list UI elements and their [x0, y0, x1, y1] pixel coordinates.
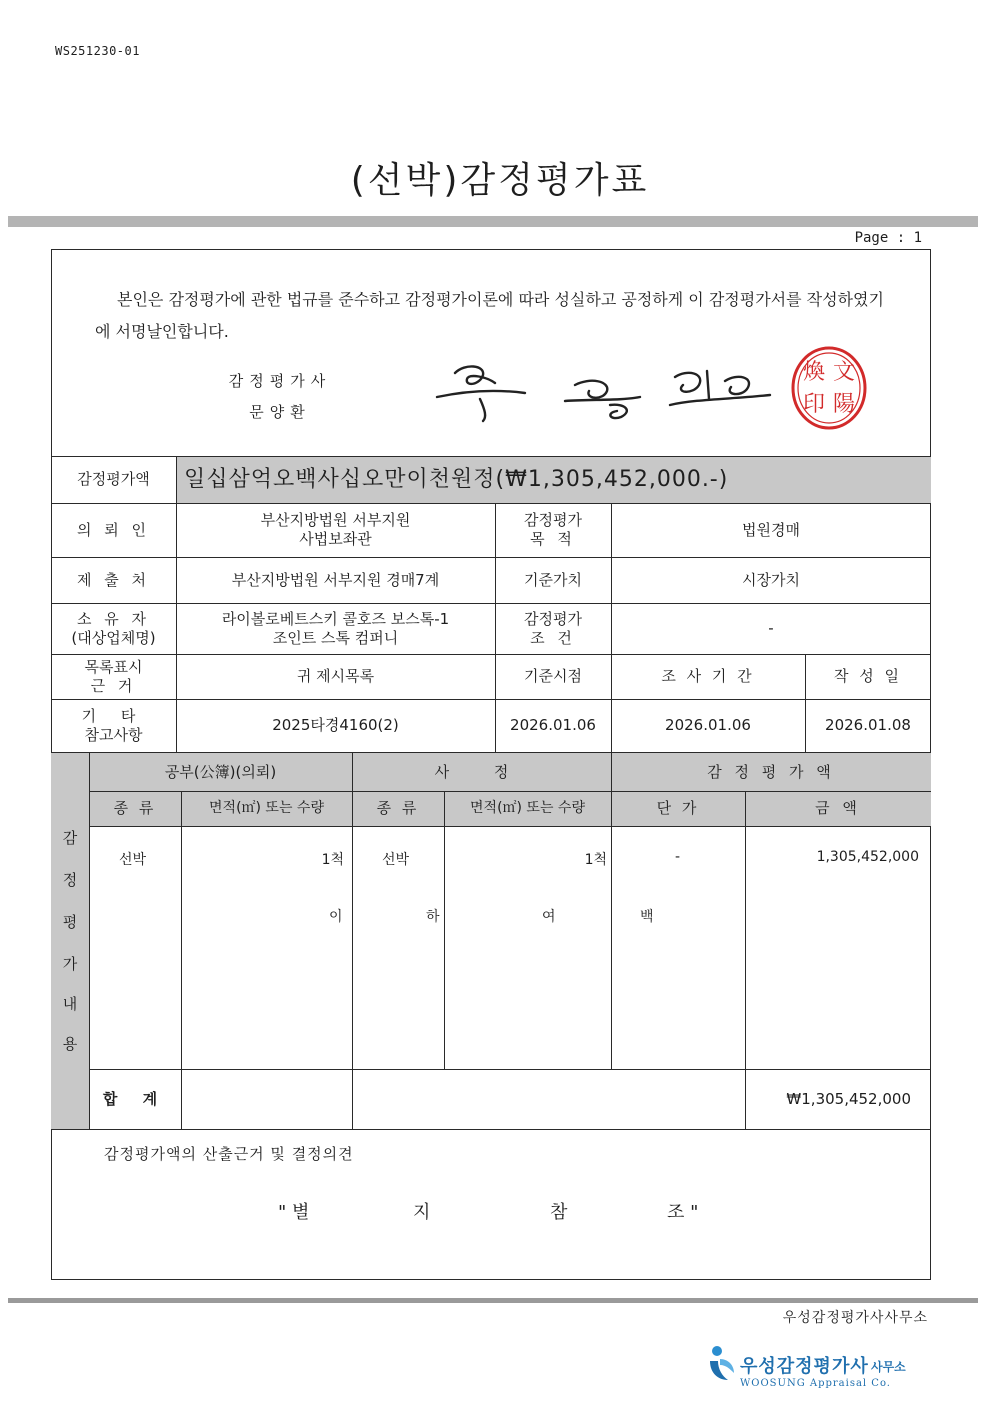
page-title: (선박)감정평가표 [350, 160, 650, 201]
written-date-value: 2026.01.08 [825, 716, 911, 734]
case-number: 2025타경4160(2) [272, 716, 399, 734]
appraiser-name: 문양환 [249, 403, 311, 421]
top-divider-bar [8, 216, 978, 227]
appraisal-group-header: 감 정 평 가 액 [707, 762, 835, 781]
list-basis-label-line1: 목록표시 [84, 657, 143, 676]
detail-table [51, 753, 931, 1129]
side-char-5: 내 [62, 995, 78, 1013]
row-quantity: 1척 [321, 852, 344, 868]
svg-text:印: 印 [802, 392, 826, 417]
total-label: 합 계 [102, 1089, 168, 1108]
page-number: Page : 1 [854, 230, 922, 246]
company-logo-english: WOOSUNG Appraisal Co. [740, 1378, 891, 1389]
purpose-value: 법원경매 [742, 520, 800, 539]
blank-mark-2: 하 [426, 909, 440, 925]
owner-label-line2: (대상업체명) [71, 628, 156, 647]
summary-table [51, 456, 931, 756]
submit-label: 제 출 처 [76, 570, 150, 589]
register-group-header: 공부(公簿)(의뢰) [164, 762, 277, 781]
reference-word-4: 조 " [667, 1202, 699, 1223]
col-area2-header: 면적(㎡) 또는 수량 [470, 800, 585, 816]
official-seal [790, 345, 868, 431]
purpose-label-line1: 감정평가 [524, 511, 582, 529]
client-value-line2: 사법보좌관 [299, 530, 372, 548]
row-quantity2: 1척 [584, 852, 607, 868]
misc-label [51, 699, 176, 752]
svg-text:煥: 煥 [802, 360, 826, 385]
side-char-2: 정 [62, 871, 78, 889]
misc-label-line2: 참고사항 [84, 725, 143, 744]
amount-value: 일십삼억오백사십오만이천원정(₩1,305,452,000.-) [184, 467, 729, 492]
condition-label [495, 603, 611, 654]
row-amount: 1,305,452,000 [816, 849, 919, 865]
owner-label-line1: 소 유 자 [76, 609, 150, 628]
side-char-6: 용 [62, 1035, 78, 1053]
company-logo-name: 우성감정평가사 [740, 1356, 869, 1377]
owner-label [51, 603, 176, 654]
reference-word-3: 참 [550, 1202, 568, 1223]
list-basis-label [51, 654, 176, 699]
row-kind: 선박 [119, 852, 147, 868]
inspection-group-header: 사 정 [434, 762, 529, 781]
condition-value: - [768, 619, 774, 637]
bottom-divider-bar [8, 1298, 978, 1303]
purpose-label-line2: 목 적 [530, 530, 576, 548]
col-amount-header: 금 액 [815, 799, 861, 817]
col-area-header: 면적(㎡) 또는 수량 [209, 800, 324, 816]
base-date-label: 기준시점 [524, 667, 582, 685]
row-kind2: 선박 [382, 852, 410, 868]
company-logo-suffix: 사무소 [871, 1360, 906, 1374]
survey-period-value: 2026.01.06 [665, 716, 751, 734]
client-value [176, 503, 495, 557]
side-char-4: 가 [62, 955, 78, 973]
declaration-text: 본인은 감정평가에 관한 법규를 준수하고 감정평가이론에 따라 성실하고 공정하게 이 감정평가서를 작성하였기에 서명날인합니다. [95, 290, 884, 341]
survey-period-label: 조 사 기 간 [661, 667, 755, 685]
client-value-line1: 부산지방법원 서부지원 [260, 511, 411, 529]
owner-value-line2: 조인트 스톡 컴퍼니 [272, 628, 399, 647]
owner-value-line1: 라이볼로베트스키 콜호즈 보스톡-1 [221, 609, 450, 628]
written-date-label: 작 성 일 [833, 667, 902, 685]
document-code: WS251230-01 [55, 44, 140, 58]
condition-label-line2: 조 건 [530, 628, 576, 647]
value-type-value: 시장가치 [742, 570, 800, 589]
amount-label: 감정평가액 [77, 470, 150, 488]
side-char-3: 평 [62, 913, 78, 931]
row-unit-price: - [675, 849, 681, 865]
list-basis-value: 귀 제시목록 [296, 667, 375, 685]
reference-word-2: 지 [413, 1202, 431, 1223]
company-logo-icon [706, 1343, 738, 1383]
col-kind2-header: 종 류 [376, 799, 420, 817]
col-kind-header: 종 류 [113, 799, 157, 817]
handwritten-signature [425, 355, 775, 425]
owner-value [176, 603, 495, 654]
misc-label-line1: 기 타 [81, 706, 146, 725]
submit-value: 부산지방법원 서부지원 경매7계 [231, 570, 440, 589]
appraiser-role: 감정평가사 [228, 372, 332, 390]
purpose-label [495, 503, 611, 557]
calculation-basis-label: 감정평가액의 산출근거 및 결정의견 [104, 1145, 354, 1163]
reference-word-1: " 별 [278, 1202, 310, 1223]
blank-mark-4: 백 [640, 909, 654, 925]
list-basis-label-line2: 근 거 [90, 676, 137, 695]
total-value: ₩1,305,452,000 [786, 1090, 911, 1108]
blank-mark-1: 이 [329, 909, 343, 925]
svg-text:陽: 陽 [832, 392, 856, 417]
side-char-1: 감 [62, 829, 78, 847]
svg-text:文: 文 [832, 360, 856, 385]
col-unit-price-header: 단 가 [656, 799, 700, 817]
base-date-value: 2026.01.06 [510, 716, 596, 734]
blank-mark-3: 여 [542, 909, 556, 925]
office-name: 우성감정평가사사무소 [782, 1310, 928, 1326]
value-type-label: 기준가치 [524, 570, 582, 589]
condition-label-line1: 감정평가 [524, 609, 582, 628]
client-label: 의 뢰 인 [76, 520, 150, 539]
